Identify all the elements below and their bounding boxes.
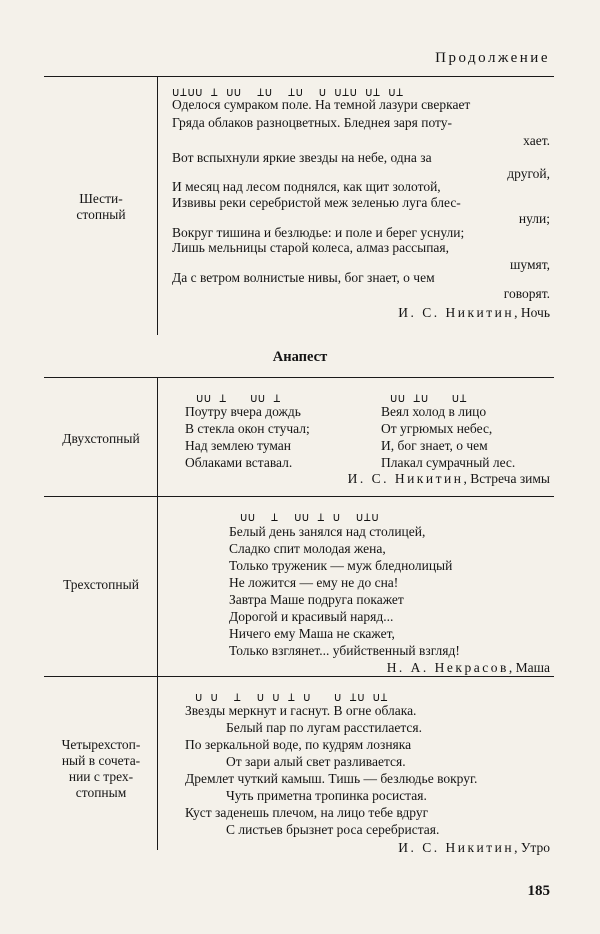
poem-line: Не ложится — ему не до сна! bbox=[229, 575, 399, 590]
poem-line: другой, bbox=[507, 166, 550, 181]
tetrameter-meter-scheme: ∪ ∪ ⊥ ∪ ∪ ⊥ ∪ ∪ ⊥∪ ∪⊥ bbox=[195, 690, 389, 704]
poem-line: Ничего ему Маша не скажет, bbox=[229, 626, 395, 641]
poem-line: Над землею туман bbox=[185, 438, 292, 453]
poem-line: Гряда облаков разноцветных. Бледнея заря поту- bbox=[172, 115, 453, 130]
poem-line: Завтра Маше подруга покажет bbox=[229, 592, 404, 607]
hexameter-meter-scheme: ∪⊥∪∪ ⊥ ∪∪ ⊥∪ ⊥∪ ∪ ∪⊥∪ ∪⊥ ∪⊥ bbox=[172, 85, 404, 99]
work-title: Встреча зимы bbox=[470, 471, 550, 486]
anapest-heading: Анапест bbox=[272, 349, 328, 365]
author-name: И. С. Никитин bbox=[398, 305, 515, 320]
poem-line: Дорогой и красивый наряд... bbox=[229, 609, 394, 624]
table-rule-trimeter bbox=[44, 496, 554, 497]
table-rule-tetrameter bbox=[44, 676, 554, 677]
poem-line: Дремлет чуткий камыш. Тишь — безлюдье вокруг. bbox=[185, 771, 478, 786]
poem-line: хает. bbox=[523, 133, 550, 148]
tetrameter-attribution: И. С. Никитин, Утро bbox=[398, 840, 550, 855]
poem-line: Веял холод в лицо bbox=[381, 404, 487, 419]
poem-line: Белый день занялся над столицей, bbox=[229, 524, 426, 539]
work-title: Ночь bbox=[520, 305, 550, 320]
poem-line: От угрюмых небес, bbox=[381, 421, 493, 436]
poem-line: Вот вспыхнули яркие звезды на небе, одна за bbox=[172, 150, 432, 165]
poem-line: Куст заденешь плечом, на лицо тебе вдруг bbox=[185, 805, 429, 820]
tetrameter-label: Четырехстоп- ный в сочета- нии с трех- стопным bbox=[61, 737, 141, 800]
poem-line: Только труженик — муж бледнолицый bbox=[229, 558, 453, 573]
continued-header: Продолжение bbox=[435, 50, 550, 66]
poem-line: Облаками вставал. bbox=[185, 455, 293, 470]
poem-line: Оделося сумраком поле. На темной лазури сверкает bbox=[172, 97, 471, 112]
poem-line: Белый пар по лугам расстилается. bbox=[226, 720, 422, 735]
trimeter-meter-scheme: ∪∪ ⊥ ∪∪ ⊥ ∪ ∪⊥∪ bbox=[240, 510, 380, 524]
poem-line: шумят, bbox=[510, 257, 550, 272]
poem-line: Вокруг тишина и безлюдье: и поле и берег уснули; bbox=[172, 225, 465, 240]
table-rule-anapest-top bbox=[44, 377, 554, 378]
poem-line: Чуть приметна тропинка росистая. bbox=[226, 788, 427, 803]
author-name: Н. А. Некрасов bbox=[386, 660, 509, 675]
poem-line: говорят. bbox=[503, 286, 550, 301]
poem-line: И месяц над лесом поднялся, как щит золотой, bbox=[172, 179, 441, 194]
poem-line: нули; bbox=[518, 211, 550, 226]
work-title: Маша bbox=[515, 660, 550, 675]
poem-line: По зеркальной воде, по кудрям лозняка bbox=[185, 737, 412, 752]
poem-line: Лишь мельницы старой колеса, алмаз рассыпая, bbox=[172, 240, 450, 255]
work-title: Утро bbox=[520, 840, 550, 855]
dimeter-attribution: И. С. Никитин, Встреча зимы bbox=[347, 471, 550, 486]
poem-line: В стекла окон стучал; bbox=[185, 421, 310, 436]
dimeter-meter-right: ∪∪ ⊥∪ ∪⊥ bbox=[390, 391, 468, 405]
poem-line: Да с ветром волнистые нивы, бог знает, о чем bbox=[172, 270, 435, 285]
poem-line: Плакал сумрачный лес. bbox=[381, 455, 516, 470]
page-number: 185 bbox=[527, 883, 550, 899]
poem-line: Поутру вчера дождь bbox=[185, 404, 301, 419]
poem-line: Звезды меркнут и гаснут. В огне облака. bbox=[185, 703, 417, 718]
hexameter-attribution: И. С. Никитин, Ночь bbox=[398, 305, 550, 320]
poem-line: Только взглянет... убийственный взгляд! bbox=[229, 643, 460, 658]
dimeter-meter-left: ∪∪ ⊥ ∪∪ ⊥ bbox=[196, 391, 281, 405]
poem-line: С листьев брызнет роса серебристая. bbox=[226, 822, 440, 837]
poem-line: От зари алый свет разливается. bbox=[226, 754, 406, 769]
dimeter-label: Двухстопный bbox=[62, 431, 140, 446]
column-divider-hexameter bbox=[157, 77, 158, 335]
column-divider-anapest bbox=[157, 378, 158, 850]
table-rule-top bbox=[44, 76, 554, 77]
author-name: И. С. Никитин bbox=[347, 471, 464, 486]
poem-line: И, бог знает, о чем bbox=[381, 438, 488, 453]
poem-line: Извивы реки серебристой меж зеленью луга блес- bbox=[172, 195, 461, 210]
trimeter-attribution: Н. А. Некрасов, Маша bbox=[386, 660, 550, 675]
author-name: И. С. Никитин bbox=[398, 840, 515, 855]
poem-line: Сладко спит молодая жена, bbox=[229, 541, 386, 556]
hexameter-label: Шести- стопный bbox=[76, 191, 126, 222]
trimeter-label: Трехстопный bbox=[63, 577, 139, 592]
